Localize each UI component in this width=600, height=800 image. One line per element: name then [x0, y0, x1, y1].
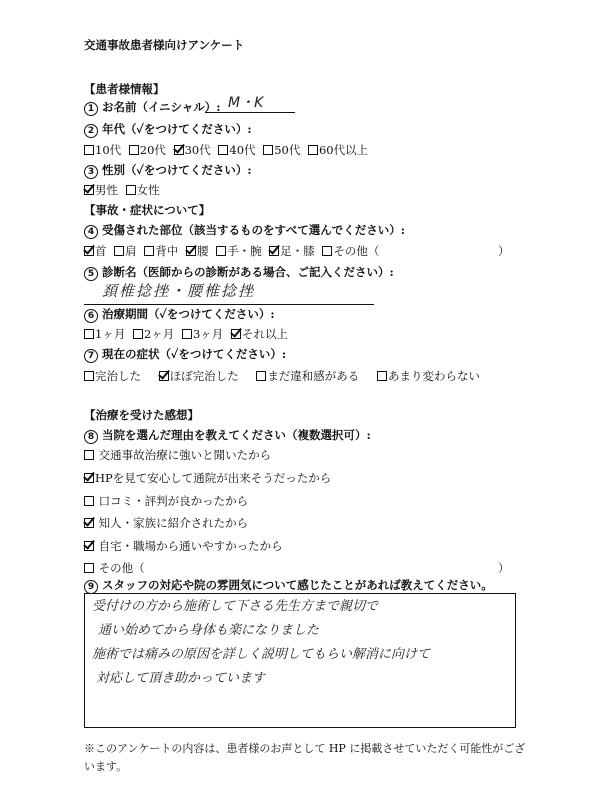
q8-option[interactable]: 自宅・職場から通いやすかったから — [84, 539, 283, 553]
q5-number: 5 — [84, 267, 98, 281]
q8-number: 8 — [84, 430, 98, 444]
q4-option[interactable]: 腰 — [186, 244, 209, 258]
checkbox[interactable] — [144, 246, 154, 256]
q6-option[interactable]: 1ヶ月 — [84, 327, 125, 341]
q2-option[interactable]: 20代 — [129, 143, 166, 157]
checkbox[interactable] — [308, 145, 318, 155]
footnote-line2: います。 — [84, 760, 128, 773]
q8-option[interactable]: HPを見て安心して通院が出来そうだったから — [84, 471, 331, 485]
q7-option[interactable]: 完治した — [84, 369, 141, 383]
q8-option[interactable]: 口コミ・評判が良かったから — [84, 494, 248, 508]
q4-options — [84, 244, 383, 258]
page-title: 交通事故患者様向けアンケート — [84, 38, 245, 52]
q9-text: スタッフの対応や院の雰囲気について感じたことがあれば教えてください。 — [102, 578, 493, 592]
q4-text: 受傷された部位（該当するものをすべて選んでください）: — [102, 223, 406, 237]
checkbox-checked[interactable] — [84, 246, 94, 256]
q4-close-paren: ） — [498, 244, 510, 258]
checkbox-checked[interactable] — [84, 541, 94, 551]
checkbox[interactable] — [126, 185, 136, 195]
section-patient-info: 【患者様情報】 — [84, 82, 165, 96]
q3-option[interactable]: 男性 — [84, 183, 118, 197]
checkbox[interactable] — [322, 246, 332, 256]
q8-text: 当院を選んだ理由を教えてください（複数選択可）: — [102, 428, 371, 442]
q2-label — [84, 122, 252, 138]
q7-label — [84, 347, 286, 363]
checkbox-checked[interactable] — [84, 185, 94, 195]
q7-options — [84, 369, 484, 383]
q3-number: 3 — [84, 165, 98, 179]
q4-option[interactable]: 肩 — [114, 244, 137, 258]
q5-underline — [84, 304, 374, 305]
checkbox[interactable] — [263, 145, 273, 155]
q2-option[interactable]: 10代 — [84, 143, 121, 157]
q3-option[interactable]: 女性 — [126, 183, 160, 197]
q7-option[interactable]: あまり変わらない — [377, 369, 480, 383]
checkbox-checked[interactable] — [174, 145, 184, 155]
q2-option[interactable]: 50代 — [263, 143, 300, 157]
checkbox-checked[interactable] — [84, 518, 94, 528]
q2-text: 年代（✓をつけてください）: — [102, 122, 252, 136]
q4-option[interactable]: 足・膝 — [269, 244, 315, 258]
q9-answer-line: 受付けの方から施術して下さる先生方まで親切で — [92, 599, 379, 614]
checkbox-checked[interactable] — [269, 246, 279, 256]
checkbox[interactable] — [182, 329, 192, 339]
q3-text: 性別（✓をつけてください）: — [102, 163, 252, 177]
q1-underline — [205, 112, 295, 113]
q5-text: 診断名（医師からの診断がある場合、ご記入ください）: — [102, 265, 394, 279]
q9-answer-line: 対応して頂き助かっています — [96, 671, 266, 686]
q9-answer-line: 通い始めてから身体も楽になりました — [98, 623, 320, 638]
q9-answer-line: 施術では痛みの原因を詳しく説明してもらい解消に向けて — [92, 647, 431, 662]
q8-option[interactable]: その他（ — [84, 561, 145, 575]
checkbox-checked[interactable] — [231, 329, 241, 339]
q1-answer[interactable]: M・K — [228, 95, 264, 111]
q1-text: お名前（イニシャル）: — [102, 100, 221, 114]
q2-option[interactable]: 30代 — [174, 143, 211, 157]
q4-option[interactable]: 背中 — [144, 244, 178, 258]
q5-answer[interactable]: 頚椎捻挫・腰椎捻挫 — [102, 282, 256, 300]
q7-option[interactable]: まだ違和感がある — [256, 369, 359, 383]
q6-options — [84, 327, 292, 341]
q3-label — [84, 163, 252, 179]
q3-options — [84, 183, 164, 197]
checkbox[interactable] — [84, 329, 94, 339]
q2-options — [84, 143, 372, 157]
q7-number: 7 — [84, 349, 98, 363]
q4-option[interactable]: 手・腕 — [216, 244, 262, 258]
q9-label — [84, 578, 493, 594]
q7-text: 現在の症状（✓をつけてください）: — [102, 347, 287, 361]
q5-label — [84, 265, 394, 281]
checkbox[interactable] — [84, 371, 94, 381]
q4-option[interactable]: その他（ — [322, 244, 379, 258]
checkbox[interactable] — [129, 145, 139, 155]
checkbox[interactable] — [84, 450, 94, 460]
section-accident: 【事故・症状について】 — [84, 203, 211, 217]
q2-option[interactable]: 40代 — [218, 143, 255, 157]
q8-option[interactable]: 知人・家族に紹介されたから — [84, 516, 248, 530]
q2-option[interactable]: 60代以上 — [308, 143, 368, 157]
section-impressions: 【治療を受けた感想】 — [84, 408, 199, 422]
q8-close-paren: ） — [498, 561, 510, 575]
checkbox-checked[interactable] — [159, 371, 169, 381]
checkbox[interactable] — [114, 246, 124, 256]
q6-option[interactable]: 3ヶ月 — [182, 327, 223, 341]
checkbox[interactable] — [84, 145, 94, 155]
checkbox-checked[interactable] — [186, 246, 196, 256]
checkbox[interactable] — [84, 496, 94, 506]
checkbox[interactable] — [256, 371, 266, 381]
checkbox[interactable] — [216, 246, 226, 256]
q1-label — [84, 100, 221, 116]
q8-option[interactable]: 交通事故治療に強いと聞いたから — [84, 448, 271, 462]
q6-option[interactable]: 2ヶ月 — [133, 327, 174, 341]
footnote-line1: ※このアンケートの内容は、患者様のお声として HP に掲載させていただく可能性がござ — [84, 742, 526, 755]
q4-label — [84, 223, 405, 239]
checkbox[interactable] — [218, 145, 228, 155]
q7-option[interactable]: ほぼ完治した — [159, 369, 239, 383]
q2-number: 2 — [84, 124, 98, 138]
checkbox[interactable] — [84, 563, 94, 573]
q4-option[interactable]: 首 — [84, 244, 107, 258]
checkbox[interactable] — [133, 329, 143, 339]
checkbox-checked[interactable] — [84, 473, 94, 483]
checkbox[interactable] — [377, 371, 387, 381]
q6-text: 治療期間（✓をつけてください）: — [102, 307, 275, 321]
q9-number: 9 — [84, 580, 98, 594]
q4-number: 4 — [84, 225, 98, 239]
q8-label — [84, 428, 371, 444]
q6-number: 6 — [84, 309, 98, 323]
q1-number: 1 — [84, 102, 98, 116]
q6-label — [84, 307, 275, 323]
q6-option[interactable]: それ以上 — [231, 327, 288, 341]
